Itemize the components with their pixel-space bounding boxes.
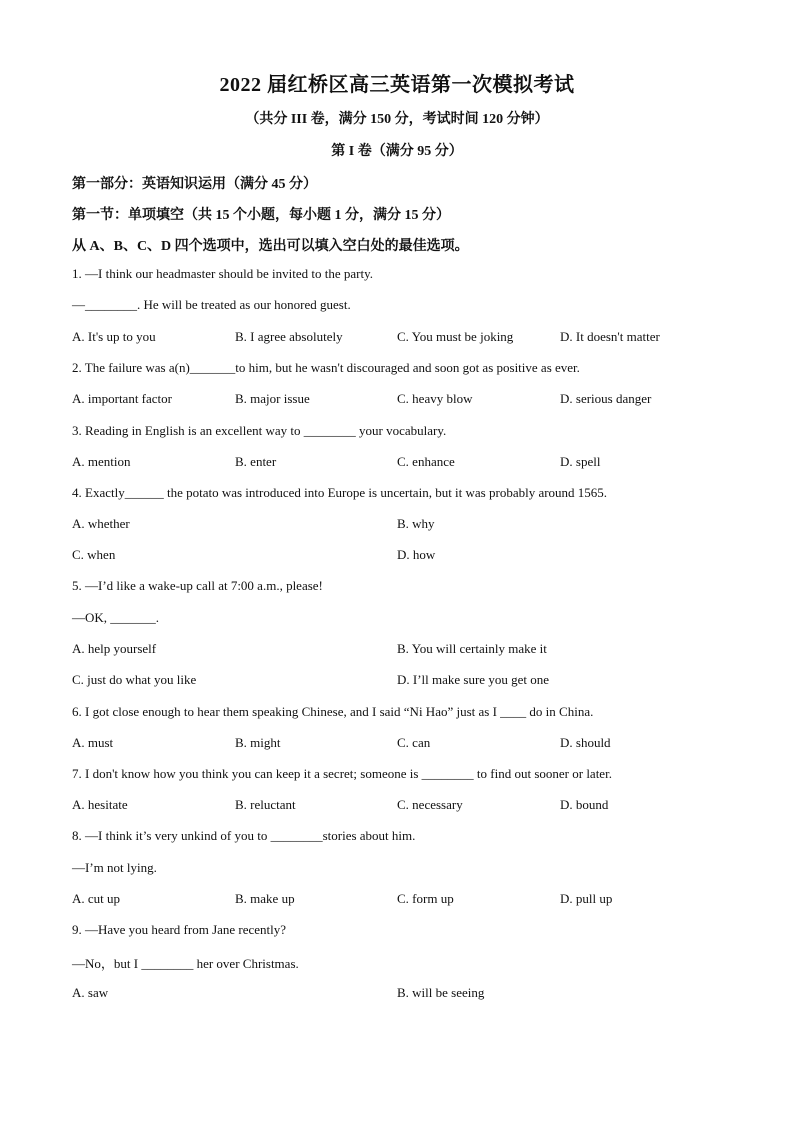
- question-5-option-c: C. just do what you like: [72, 672, 197, 687]
- question-7-stem: 7. I don't know how you think you can keep it a secret; someone is ________ to find out sooner or later.: [72, 766, 612, 781]
- question-3-option-d: D. spell: [560, 454, 601, 469]
- question-2-option-b: B. major issue: [235, 391, 310, 406]
- part-heading: 第一部分：英语知识运用（满分 45 分）: [72, 177, 317, 192]
- question-8-option-c: C. form up: [397, 891, 454, 906]
- question-2-stem: 2. The failure was a(n)_______to him, but he wasn't discouraged and soon got as positive as ever.: [72, 360, 580, 375]
- instruction-text: 从 A、B、C、D 四个选项中，选出可以填入空白处的最佳选项。: [72, 239, 469, 254]
- question-8-option-b: B. make up: [235, 891, 295, 906]
- question-6-option-d: D. should: [560, 735, 611, 750]
- question-3-option-b: B. enter: [235, 454, 277, 469]
- question-8-response: —I’m not lying.: [72, 860, 157, 875]
- question-3-option-c: C. enhance: [397, 454, 455, 469]
- question-6-option-b: B. might: [235, 735, 281, 750]
- question-1-response: —________. He will be treated as our honored guest.: [72, 297, 351, 312]
- question-7-option-b: B. reluctant: [235, 797, 296, 812]
- question-8-option-a: A. cut up: [72, 891, 121, 906]
- question-9-stem: 9. —Have you heard from Jane recently?: [72, 922, 287, 937]
- question-6-option-a: A. must: [72, 735, 114, 750]
- question-4-option-a: A. whether: [72, 516, 130, 531]
- question-4-option-d: D. how: [397, 547, 436, 562]
- question-1-option-d: D. It doesn't matter: [560, 329, 660, 344]
- question-2-option-c: C. heavy blow: [397, 391, 473, 406]
- question-1-option-c: C. You must be joking: [397, 329, 514, 344]
- question-7-option-d: D. bound: [560, 797, 609, 812]
- question-9-option-a: A. saw: [72, 985, 109, 1000]
- question-7-option-c: C. necessary: [397, 797, 463, 812]
- question-5-option-d: D. I’ll make sure you get one: [397, 672, 549, 687]
- question-8-stem: 8. —I think it’s very unkind of you to ________stories about him.: [72, 828, 416, 843]
- question-5-stem: 5. —I’d like a wake-up call at 7:00 a.m., please!: [72, 578, 323, 593]
- question-3-option-a: A. mention: [72, 454, 131, 469]
- question-1-option-b: B. I agree absolutely: [235, 329, 343, 344]
- exam-subtitle: （共分 III 卷，满分 150 分，考试时间 120 分钟）: [245, 112, 549, 127]
- question-6-option-c: C. can: [397, 735, 431, 750]
- question-4-option-c: C. when: [72, 547, 116, 562]
- exam-title: 2022 届红桥区高三英语第一次模拟考试: [219, 74, 575, 96]
- question-4-option-b: B. why: [397, 516, 435, 531]
- question-5-response: —OK, _______.: [72, 610, 160, 625]
- question-6-stem: 6. I got close enough to hear them speaking Chinese, and I said “Ni Hao” just as I ____ do in China.: [72, 704, 594, 719]
- question-5-option-b: B. You will certainly make it: [397, 641, 547, 656]
- question-1-stem: 1. —I think our headmaster should be invited to the party.: [72, 266, 373, 281]
- question-2-option-a: A. important factor: [72, 391, 172, 406]
- question-2-option-d: D. serious danger: [560, 391, 652, 406]
- volume-heading: 第 I 卷（满分 95 分）: [331, 144, 463, 159]
- question-1-option-a: A. It's up to you: [72, 329, 156, 344]
- question-5-option-a: A. help yourself: [72, 641, 157, 656]
- question-3-stem: 3. Reading in English is an excellent way to ________ your vocabulary.: [72, 423, 447, 438]
- question-7-option-a: A. hesitate: [72, 797, 128, 812]
- question-8-option-d: D. pull up: [560, 891, 613, 906]
- question-4-stem: 4. Exactly______ the potato was introduced into Europe is uncertain, but it was probably around 1565.: [72, 485, 608, 500]
- section-heading: 第一节：单项填空（共 15 个小题，每小题 1 分，满分 15 分）: [72, 208, 450, 223]
- question-9-option-b: B. will be seeing: [397, 985, 485, 1000]
- question-9-response: —No，but I ________ her over Christmas.: [72, 956, 299, 971]
